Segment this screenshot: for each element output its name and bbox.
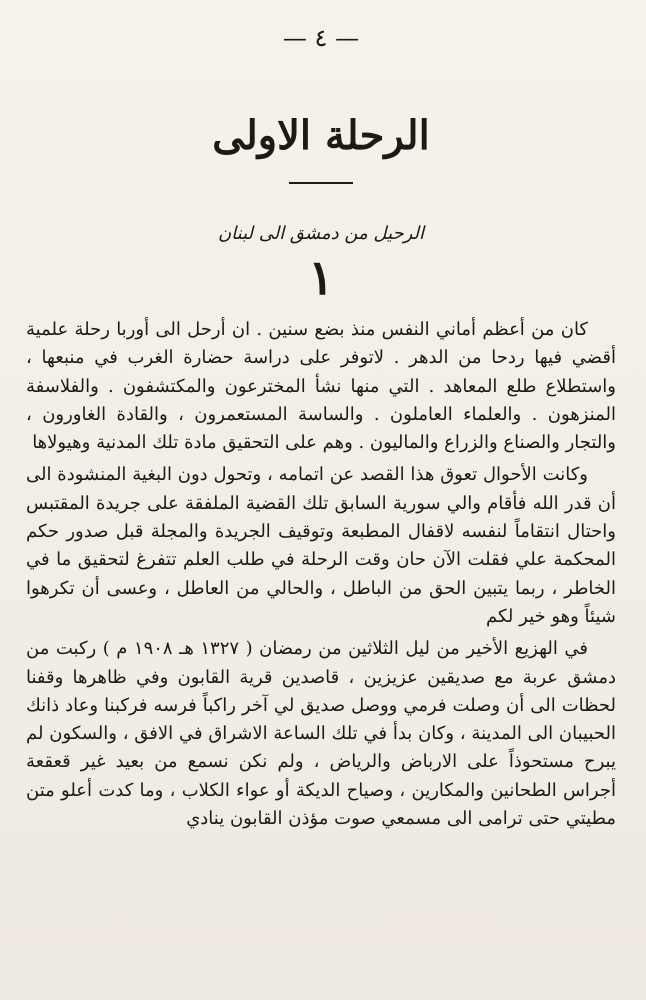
body-text: [26, 316, 616, 833]
section-title: الرحيل من دمشق الى لبنان: [217, 223, 425, 244]
paragraph-2: وكانت الأحوال تعوق هذا القصد عن اتمامه ، وتحول دون البغية المنشودة الى أن قدر الله فأقام والي سورية السابق تلك القضية الملفقة على جريدة المقتبس واحتال انتقاماً لنفسه لاقفال المطبعة وتوقيف الجريدة والمجلة قبل صدور حكم المحكمة علي فقلت الآن حان وقت الرحلة في طلب العلم تتفرغ لتحقيق ما في الخاطر ، ربما يتبين الحق من الباطل ، والحالي من العاطل ، وعسى أن تكرهوا شيئاً وهو خير لكم: [26, 464, 616, 627]
title-divider: [289, 182, 353, 184]
section-number: ١: [308, 250, 334, 306]
chapter-title: الرحلة الاولى: [212, 112, 430, 159]
page-number: — ٤ —: [282, 24, 360, 52]
paragraph-1: كان من أعظم أماني النفس منذ بضع سنين . ان أرحل الى أوربا رحلة علمية أقضي فيها ردحا من الدهر . لاتوفر على دراسة حضارة الغرب في منبعها ، واستطلاع طلع المعاهد . التي منها نشأ المخترعون والمكتشفون . والفلاسفة المنزهون . والعلماء العاملون . والساسة المستعمرون ، والقادة الغاورون ، والتجار والصناع والزراع والماليون . وهم على التحقيق مادة تلك المدنية وهيولاها: [26, 319, 616, 454]
paragraph-3: في الهزيع الأخير من ليل الثلاثين من رمضان ( ١٣٢٧ هـ ١٩٠٨ م ) ركبت من دمشق عربة مع صديقين عزيزين ، قاصدين قرية القابون وفي ظاهرها وقفنا لحظات الى أن وصلت فرمي ووصل صديق لي آخر راكباً فرسه فركبنا وعاد ذانك الحبيبان الى المدينة ، وكان بدأ في تلك الساعة الاشراق في الافق ، والسكون لم يبرح مستحوذاً على الارباض والرياض ، ولم نكن نسمع من بعيد غير قعقعة أجراس الطحانين والمكارين ، وصياح الديكة أو عواء الكلاب ، وما كدت أعلو متن مطيتي حتى ترامى الى مسمعي صوت مؤذن القابون ينادي: [26, 638, 616, 830]
